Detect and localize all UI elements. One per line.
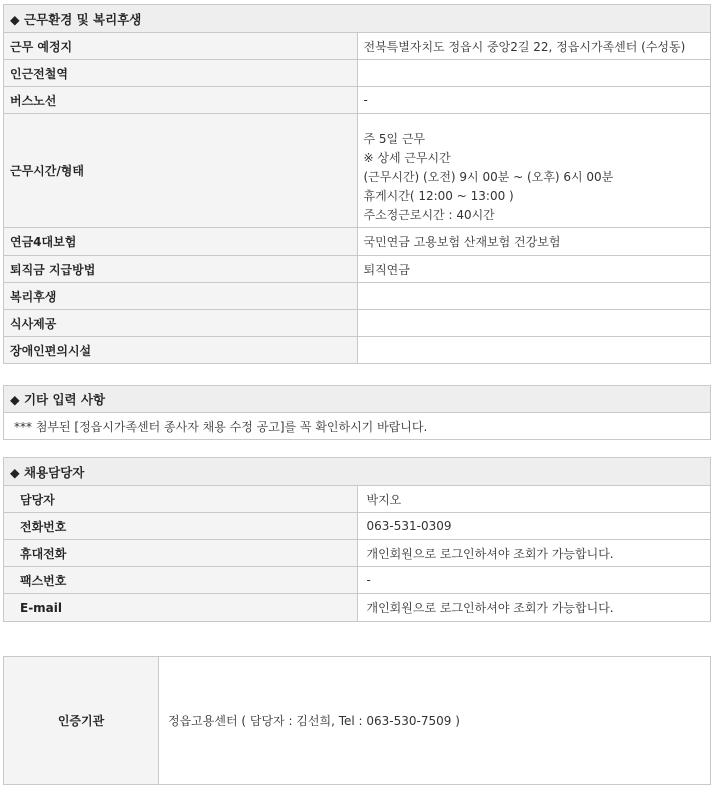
mobile-label: 휴대전화 xyxy=(4,540,358,567)
table-row xyxy=(4,594,711,622)
work-hours-label: 근무시간/형태 xyxy=(4,114,358,228)
severance-label: 퇴직금 지급방법 xyxy=(4,256,358,283)
table-row xyxy=(4,60,711,87)
email-value: 개인회원으로 로그인하셔야 조회가 가능합니다. xyxy=(357,594,711,622)
table-row xyxy=(4,114,711,228)
insurance-value: 국민연금 고용보험 산재보험 건강보험 xyxy=(357,228,711,256)
table-row xyxy=(4,513,711,540)
table-row xyxy=(4,87,711,114)
mobile-value: 개인회원으로 로그인하셔야 조회가 가능합니다. xyxy=(357,540,711,567)
fax-value: - xyxy=(357,567,711,594)
table-row xyxy=(4,283,711,310)
meal-label: 식사제공 xyxy=(4,310,358,337)
phone-value: 063-531-0309 xyxy=(357,513,711,540)
meal-value xyxy=(357,310,711,337)
contact-section xyxy=(3,457,711,622)
table-row xyxy=(4,337,711,364)
email-label: E-mail xyxy=(4,594,358,622)
other-table xyxy=(3,385,711,440)
manager-value: 박지오 xyxy=(357,486,711,513)
cert-value: 정읍고용센터 ( 담당자 : 김선희, Tel : 063-530-7509 ) xyxy=(159,657,711,785)
work-hours-line: 주소정근로시간 : 40시간 xyxy=(363,208,495,222)
table-row xyxy=(4,228,711,256)
work-location-value: 전북특별자치도 정읍시 중앙2길 22, 정읍시가족센터 (수성동) xyxy=(357,33,711,60)
fax-label: 팩스번호 xyxy=(4,567,358,594)
cert-table xyxy=(3,656,711,785)
contact-table xyxy=(3,457,711,622)
nearby-station-value xyxy=(357,60,711,87)
welfare-label: 복리후생 xyxy=(4,283,358,310)
work-env-section xyxy=(3,4,711,364)
severance-value: 퇴직연금 xyxy=(357,256,711,283)
other-header: ◆ 기타 입력 사항 xyxy=(4,386,711,413)
other-text: *** 첨부된 [정읍시가족센터 종사자 채용 수정 공고]를 꼭 확인하시기 바랍니다. xyxy=(4,413,711,440)
nearby-station-label: 인근전철역 xyxy=(4,60,358,87)
table-row xyxy=(4,33,711,60)
work-env-table xyxy=(3,4,711,364)
work-hours-line: (근무시간) (오전) 9시 00분 ~ (오후) 6시 00분 xyxy=(363,170,614,184)
bus-route-label: 버스노선 xyxy=(4,87,358,114)
accessibility-value xyxy=(357,337,711,364)
contact-header: ◆ 채용담당자 xyxy=(4,458,711,486)
cert-section xyxy=(3,656,711,785)
other-section xyxy=(3,385,711,440)
work-hours-line: 주 5일 근무 xyxy=(363,132,426,146)
table-row xyxy=(4,486,711,513)
accessibility-label: 장애인편의시설 xyxy=(4,337,358,364)
cert-label: 인증기관 xyxy=(4,657,159,785)
welfare-value xyxy=(357,283,711,310)
work-location-label: 근무 예정지 xyxy=(4,33,358,60)
table-row xyxy=(4,567,711,594)
work-hours-line: ※ 상세 근무시간 xyxy=(363,151,451,165)
phone-label: 전화번호 xyxy=(4,513,358,540)
manager-label: 담당자 xyxy=(4,486,358,513)
work-hours-line: 휴게시간( 12:00 ~ 13:00 ) xyxy=(363,189,514,203)
table-row xyxy=(4,310,711,337)
bus-route-value: - xyxy=(357,87,711,114)
work-env-header: ◆ 근무환경 및 복리후생 xyxy=(4,5,711,33)
work-hours-value xyxy=(357,114,711,228)
table-row xyxy=(4,540,711,567)
table-row xyxy=(4,256,711,283)
insurance-label: 연금4대보험 xyxy=(4,228,358,256)
